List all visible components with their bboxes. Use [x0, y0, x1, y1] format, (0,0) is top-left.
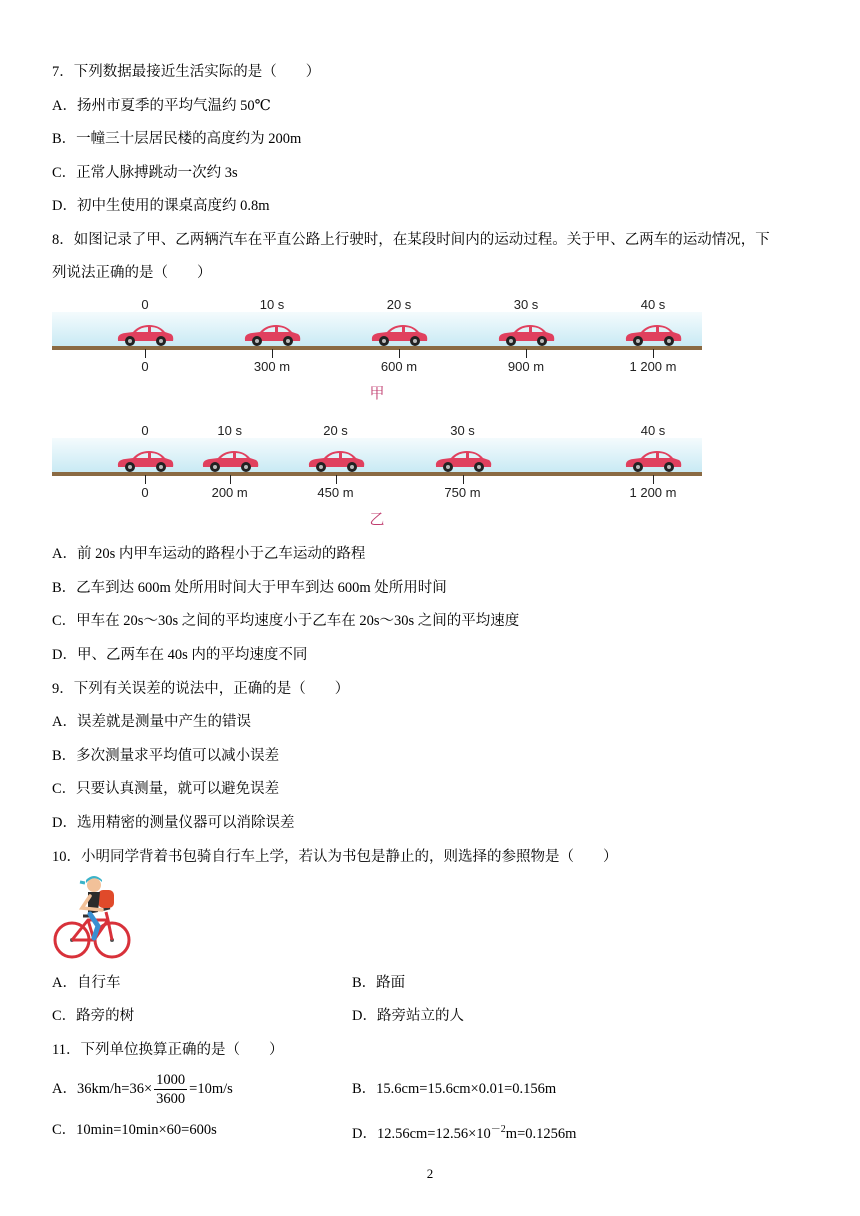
q10-option-a: A．自行车 — [52, 975, 121, 991]
jia-distance-label-2: 600 m — [380, 359, 418, 374]
q11-option-a-result: =10m/s — [189, 1081, 233, 1097]
yi-distance-label-4: 1 200 m — [629, 485, 677, 500]
q8-stem-line1: 8．如图记录了甲、乙两辆汽车在平直公路上行驶时，在某段时间内的运动过程。关于甲、乙两车的运动情况，下 — [52, 232, 770, 248]
yi-distance-label-3: 750 m — [444, 485, 481, 500]
yi-time-label-2: 20 s — [323, 423, 348, 438]
yi-car-3 — [433, 448, 493, 474]
q7-option-c: C．正常人脉搏跳动一次约 3s — [52, 165, 238, 181]
jia-tick-1 — [272, 349, 273, 358]
fraction — [154, 1071, 187, 1108]
jia-time-label-3: 30 s — [513, 297, 539, 312]
jia-distance-label-0: 0 — [141, 359, 149, 374]
q10-option-b: B．路面 — [352, 975, 406, 991]
yi-tick-0 — [145, 475, 146, 484]
yi-car-4 — [623, 448, 683, 474]
q11-option-d-result: m=0.1256m — [505, 1125, 577, 1142]
yi-time-label-3: 30 s — [450, 423, 475, 438]
yi-motion-diagram — [52, 422, 702, 537]
yi-distance-label-0: 0 — [141, 485, 149, 500]
jia-car-4 — [623, 322, 683, 348]
yi-caption: 乙 — [369, 510, 385, 528]
q9-option-a: A．误差就是测量中产生的错误 — [52, 714, 251, 730]
q9-option-b: B．多次测量求平均值可以减小误差 — [52, 748, 280, 764]
cyclist-illustration — [52, 874, 132, 962]
q8-option-c: C．甲车在 20s～30s 之间的平均速度小于乙车在 20s～30s 之间的平均速度 — [52, 613, 520, 629]
yi-time-label-4: 40 s — [640, 423, 666, 438]
jia-motion-diagram — [52, 296, 702, 411]
q7-option-d: D．初中生使用的课桌高度约 0.8m — [52, 198, 270, 214]
q8-option-d: D．甲、乙两车在 40s 内的平均速度不同 — [52, 647, 308, 663]
q10-option-d: D．路旁站立的人 — [352, 1008, 464, 1024]
jia-time-label-2: 20 s — [386, 297, 412, 312]
yi-time-label-1: 10 s — [217, 423, 242, 438]
q11-option-b: B．15.6cm=15.6cm×0.01=0.156m — [352, 1081, 557, 1097]
q7-stem: 7．下列数据最接近生活实际的是（ ） — [52, 64, 321, 80]
page-number: 2 — [426, 1166, 434, 1181]
yi-car-0 — [115, 448, 175, 474]
q10-stem: 10．小明同学背着书包骑自行车上学，若认为书包是静止的，则选择的参照物是（ ） — [52, 849, 618, 865]
jia-car-2 — [369, 322, 429, 348]
q11-stem: 11．下列单位换算正确的是（ ） — [52, 1042, 284, 1058]
fraction-numerator: 1000 — [156, 1072, 186, 1089]
jia-car-3 — [496, 322, 556, 348]
yi-car-2 — [306, 448, 366, 474]
q9-option-d: D．选用精密的测量仪器可以消除误差 — [52, 815, 295, 831]
yi-time-label-0: 0 — [141, 423, 149, 438]
jia-tick-0 — [145, 349, 146, 358]
yi-tick-4 — [653, 475, 654, 484]
jia-tick-2 — [399, 349, 400, 358]
q9-option-c: C．只要认真测量，就可以避免误差 — [52, 781, 280, 797]
q9-stem: 9．下列有关误差的说法中，正确的是（ ） — [52, 681, 350, 697]
jia-time-label-0: 0 — [141, 297, 149, 312]
q11-option-c: C．10min=10min×60=600s — [52, 1122, 217, 1138]
fraction-denominator: 3600 — [156, 1091, 186, 1108]
yi-tick-2 — [336, 475, 337, 484]
q10-option-c: C．路旁的树 — [52, 1008, 135, 1024]
q11-option-d-prefix: D．12.56cm=12.56×10 — [352, 1125, 491, 1142]
jia-time-label-1: 10 s — [259, 297, 285, 312]
q11-option-d-exponent: －2 — [490, 1124, 506, 1135]
q8-option-a: A．前 20s 内甲车运动的路程小于乙车运动的路程 — [52, 546, 366, 562]
yi-tick-1 — [230, 475, 231, 484]
jia-tick-3 — [526, 349, 527, 358]
jia-distance-label-4: 1 200 m — [629, 359, 677, 374]
q8-option-b: B．乙车到达 600m 处所用时间大于甲车到达 600m 处所用时间 — [52, 580, 447, 596]
q7-option-a: A．扬州市夏季的平均气温约 50℃ — [52, 98, 271, 114]
q11-option-d — [352, 1120, 576, 1144]
yi-car-1 — [200, 448, 260, 474]
jia-distance-label-3: 900 m — [507, 359, 545, 374]
yi-tick-3 — [463, 475, 464, 484]
q11-option-a — [52, 1070, 233, 1108]
jia-tick-4 — [653, 349, 654, 358]
q7-option-b: B．一幢三十层居民楼的高度约为 200m — [52, 131, 302, 147]
q11-option-a-prefix: A．36km/h=36× — [52, 1081, 153, 1097]
q8-stem-line2: 列说法正确的是（ ） — [52, 265, 212, 281]
jia-car-0 — [115, 322, 175, 348]
yi-distance-label-1: 200 m — [211, 485, 248, 500]
yi-distance-label-2: 450 m — [317, 485, 354, 500]
jia-car-1 — [242, 322, 302, 348]
jia-caption: 甲 — [369, 384, 385, 402]
jia-time-label-4: 40 s — [640, 297, 666, 312]
jia-distance-label-1: 300 m — [253, 359, 291, 374]
